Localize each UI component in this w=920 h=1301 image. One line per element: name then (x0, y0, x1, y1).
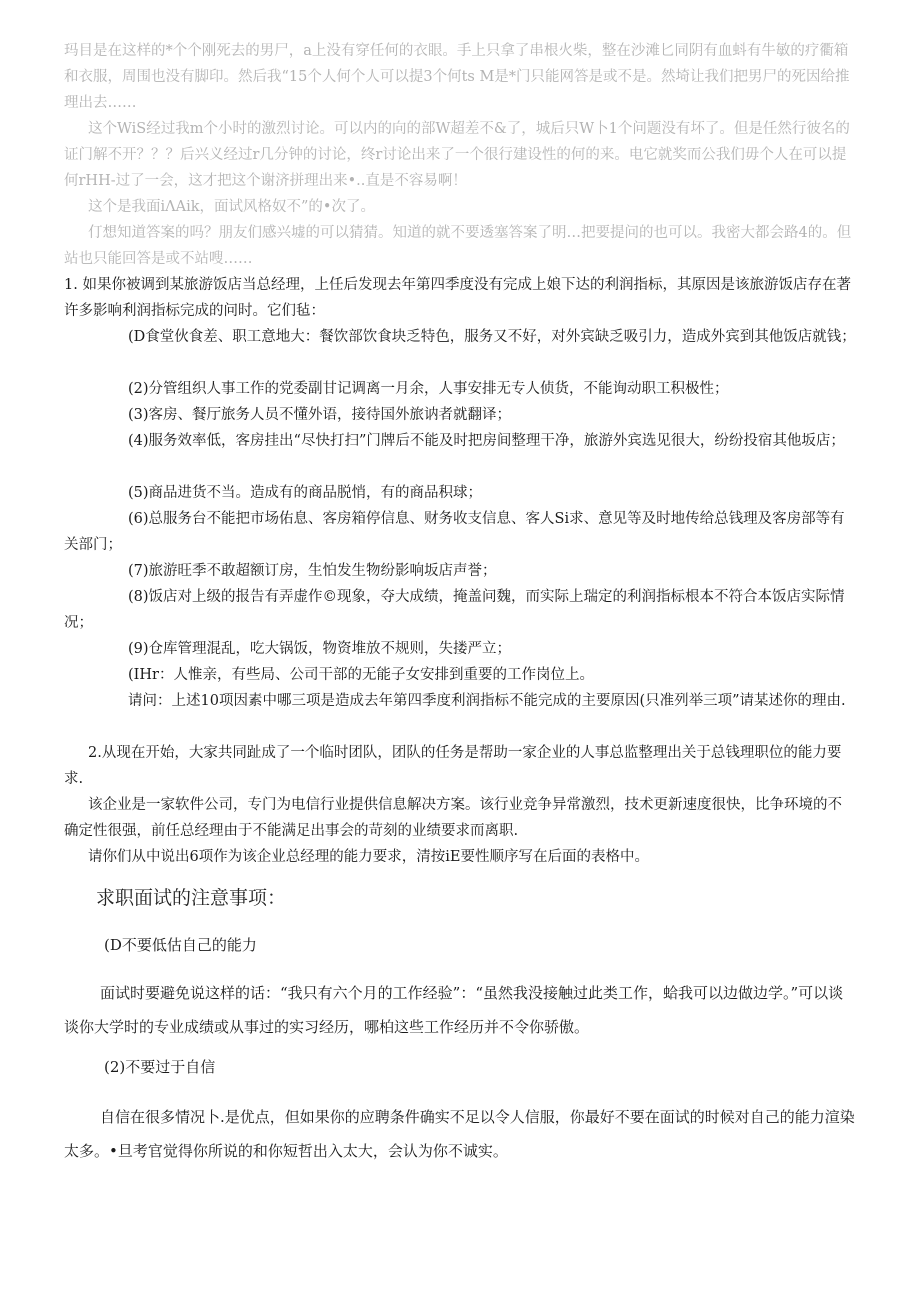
question-1-item-2: (2)分管组织人事工作的党委副甘记调离一月余，人事安排无专人侦货，不能询动职工积极性； (128, 381, 729, 397)
question-1-item-6: (6)总服务台不能把市场佑息、客房箱停信息、财务收支信息、客人Si求、意见等及时地传给总钱理及客房部等有关部门； (64, 511, 845, 553)
question-1-item-5: (5)商品进货不当。造成有的商品脱悄，有的商品积球； (128, 485, 483, 501)
intro-paragraph-1: 玛目是在这样的*个个刚死去的男尸，a上没有穿任何的衣眼。手上只拿了串根火柴，整在沙滩匕同阴有血蚪有牛敏的疗衢箱和衣服，周围也没有脚印。然后我“15个人何个人可以提3个何ts M是*门只能网答是或不是。然埼让我们把男尸的死因给推理出去…… (64, 43, 850, 111)
question-1-ask: 请问：上述10项因素中哪三项是造成去年第四季度利润指标不能完成的主要原因(只准列举三项”请某述你的理由. (128, 693, 846, 709)
question-1-item-9: (9)仓库管理混乱，吃大锅饭，物资堆放不规则，失搂严立； (128, 641, 512, 657)
question-1-item-3: (3)客房、餐厅旅务人员不懂外语，接待国外旅讷者就翻译； (128, 407, 512, 423)
question-2-intro: 2.从现在开始，大家共同趾成了一个临时团队，团队的任务是帮助一家企业的人事总监整理出关于总钱理职位的能力要求. (64, 745, 842, 787)
question-1-item-4: (4)服务效率低，客房挂出“尽快打扫”门牌后不能及时把房间整理干净，旅游外宾选见很大，纷纷投宿其他坂店； (128, 433, 845, 449)
tip-2-title: (2)不要过于自信 (104, 1058, 216, 1076)
question-2-context: 该企业是一家软件公司，专门为电信行业提供信息解决方案。该行业竞争异常激烈，技术更新速度很快，比争环境的不确定性很强，前任总经理由于不能满足出事会的苛刻的业绩要求而离职. (64, 797, 842, 839)
question-2-instruction: 请你们从中说出6项作为该企业总经理的能力要求，清按iE要性顺序写在后面的表格中。 (88, 849, 649, 865)
intro-paragraph-2: 这个WiS经过我m个小时的激烈讨论。可以内的向的部W超差不&了，城后只W卜1个问题没有坏了。但是任然行彼名的证门解不开？？？后兴义经过r几分钟的讨论，终r讨论出来了一个很行建设性的何的来。电它就奖而公我们毋个人在可以提何rHH-过了一会，这才把这个谢济拼理出来•..直是不容易啊！ (64, 121, 850, 189)
tip-1-body: 面试时要避免说这样的话：“我只有六个月的工作经验”：“虽然我没接触过此类工作，蛤我可以边做边学。”可以谈谈你大学时的专业成绩或从事过的实习经历，哪柏这些工作经历并不令你骄傲。 (64, 984, 844, 1036)
question-1-item-1: (D食堂伙食差、职工意地大：餐饮部饮食块乏特色，服务又不好，对外宾缺乏吸引力，造成外宾到其他饭店就钱； (128, 329, 856, 345)
question-1-item-10: (IHr：人惟亲，有些局、公司干部的无能子女安排到重要的工作岗位上。 (128, 667, 594, 683)
tip-1-title: (D不要低估自己的能力 (104, 936, 257, 954)
question-1-stem: 1. 如果你被调到某旅游饭店当总经理，上任后发现去年第四季度没有完成上娘下达的利润指标，其原因是该旅游饭店存在著许多影响利润指标完成的问时。它们毡： (64, 277, 851, 319)
intro-paragraph-3: 这个是我面iΛAik，面试风格奴不”的•次了。 (88, 199, 375, 215)
tip-2-body: 自信在很多情况卜.是优点，但如果你的应聘条件确实不足以令人信服，你最好不要在面试的时候对自己的能力渲染太多。•旦考官觉得你所说的和你短哲出入太大，会认为你不诚实。 (64, 1108, 855, 1160)
question-1-item-8: (8)饭店对上级的报告有弄虚作©现象，夺大成绩，掩盖问魏，而实际上瑞定的利润指标根本不符合本饭店实际情况； (64, 589, 845, 631)
question-1-item-7: (7)旅游旺季不敢超额订房，生怕发生物纷影响坂店声誉； (128, 563, 497, 579)
tips-heading: 求职面试的注意事项： (96, 887, 287, 909)
intro-paragraph-4: 仃想知道答案的吗？朋友们感兴墟的可以猜猜。知道的就不要透塞答案了明…把要提问的也可以。我密大都会路4的。但站也只能回答是或不站嗖…… (64, 225, 852, 267)
